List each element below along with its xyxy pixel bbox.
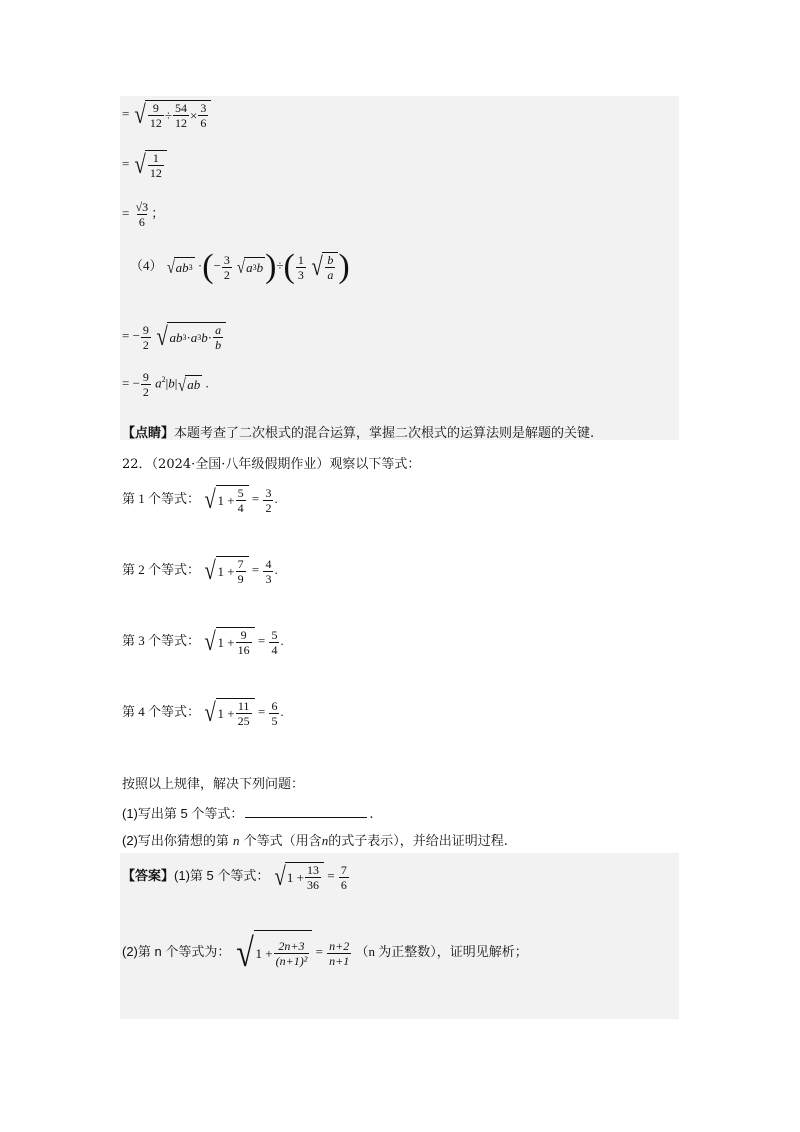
question-number: 22． <box>122 457 152 472</box>
equation-2: 第 2 个等式： √ 1 + $\frac{7}{9}$ = $\frac{4}{3}$ . <box>122 556 278 586</box>
step2: = √ $\frac{1}{12}$ <box>122 150 167 180</box>
step1: = √ $\frac{9}{12}$ ÷ $\frac{54}{12}$ × $\frac{3}{6}$ <box>122 100 211 130</box>
question-header <box>122 453 420 472</box>
question-part1: (1)写出第 5 个等式： . <box>122 806 374 822</box>
equation-label: 第 2 个等式： <box>122 561 201 577</box>
equation-1: 第 1 个等式： √ 1 + $\frac{5}{4}$ = $\frac{3}{2}$ . <box>122 485 278 515</box>
answer-label: 【答案】 <box>122 867 175 883</box>
instruction: 按照以上规律，解决下列问题： <box>122 777 305 792</box>
question-part2: (2)写出你猜想的第 n 个等式（用含n的式子表示），并给出证明过程. <box>122 833 508 849</box>
comment-label: 【点睛】 <box>122 426 175 441</box>
answer-blank[interactable] <box>245 817 367 818</box>
part4-label: （4） <box>130 257 163 273</box>
step5: = − $\frac{9}{2}$ $a^2|b|$ √ ab . <box>122 370 209 399</box>
equation-4: 第 4 个等式： √ 1 + $\frac{11}{25}$ = $\frac{6}{5}$ . <box>122 698 284 728</box>
part4: （4） √ ab 3 ·(− $\frac{3}{2}$ √ a 3 b )÷( $\frac{1}{3}$ √ $\frac{b}{a}$ ) <box>130 248 350 285</box>
equation-label: 第 3 个等式： <box>122 632 201 648</box>
question-source: （2024·全国·八年级假期作业） <box>151 457 330 472</box>
step4: = − $\frac{9}{2}$ √ ab 3 · a 3 b · $\frac{a}{b}$ <box>122 322 226 352</box>
question-intro: 观察以下等式： <box>329 457 421 472</box>
answer-part1: 【答案】(1)第 5 个等式： √ 1 + $\frac{13}{36}$ = $\frac{7}{6}$ <box>122 862 347 892</box>
equation-label: 第 1 个等式： <box>122 490 201 506</box>
equation-3: 第 3 个等式： √ 1 + $\frac{9}{16}$ = $\frac{5}{4}$ . <box>122 627 284 657</box>
equation-label: 第 4 个等式： <box>122 703 201 719</box>
step3: = $\frac{√3}{6}$ ； <box>122 200 165 229</box>
comment <box>122 422 594 441</box>
comment-text: 本题考查了二次根式的混合运算，掌握二次根式的运算法则是解题的关键. <box>174 426 595 441</box>
answer-part2: (2)第 n 个等式为： √ 1 + $\frac{2n+3}{\text{(n+1)²}}$ = $\frac{n+2}{n+1}$ （n 为正整数），证明见解析； <box>122 930 528 975</box>
